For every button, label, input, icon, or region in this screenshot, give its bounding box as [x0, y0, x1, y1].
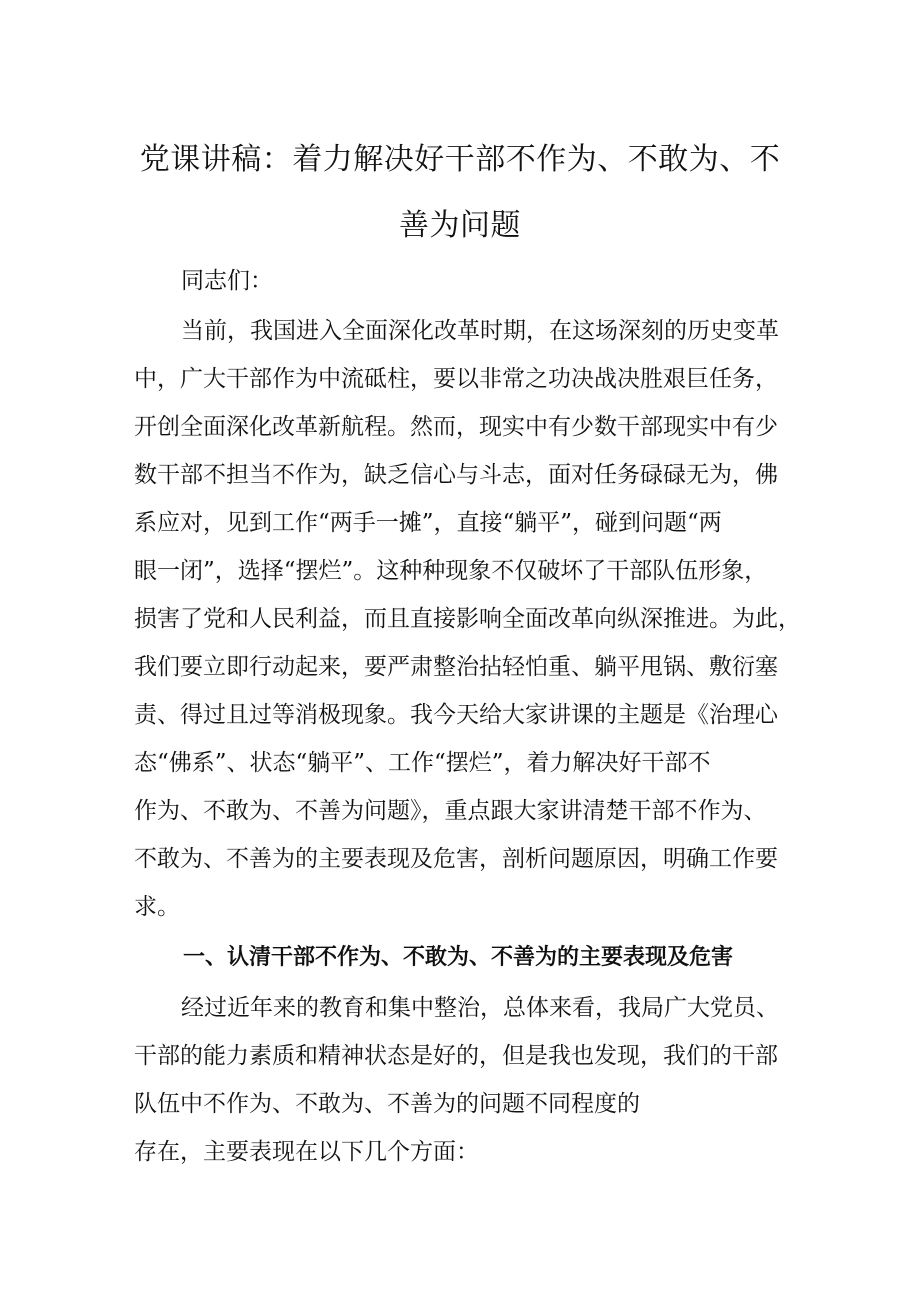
section-1-heading: 一、认清干部不作为、不敢为、不善为的主要表现及危害: [183, 945, 734, 970]
paragraph-1-line: 态“佛系”、状态“躺平”、工作“摆烂”，着力解决好干部不: [134, 750, 711, 776]
document-title-line-1: 党课讲稿：着力解决好干部不作为、不敢为、不: [139, 142, 781, 177]
paragraph-1-line: 当前，我国进入全面深化改革时期，在这场深刻的历史变革: [181, 318, 779, 344]
paragraph-1-line: 系应对，见到工作“两手一摊”，直接“躺平”，碰到问题“两: [134, 510, 722, 536]
paragraph-1-line: 我们要立即行动起来，要严肃整治拈轻怕重、躺平甩锅、敷衍塞: [134, 654, 778, 680]
paragraph-1-line: 眼一闭”，选择“摆烂”。这种种现象不仅破坏了干部队伍形象，: [134, 558, 768, 584]
paragraph-2-line: 队伍中不作为、不敢为、不善为的问题不同程度的: [134, 1091, 640, 1117]
document-title-line-2: 善为问题: [399, 208, 521, 243]
salutation: 同志们：: [181, 268, 273, 294]
paragraph-1-line: 求。: [134, 894, 180, 920]
paragraph-2-line: 经过近年来的教育和集中整治，总体来看，我局广大党员、: [181, 995, 779, 1021]
paragraph-1-line: 作为、不敢为、不善为问题》，重点跟大家讲清楚干部不作为、: [134, 798, 767, 824]
paragraph-1-line: 损害了党和人民利益，而且直接影响全面改革向纵深推进。为此，: [134, 606, 801, 632]
paragraph-1-line: 数干部不担当不作为，缺乏信心与斗志，面对任务碌碌无为，佛: [134, 462, 778, 488]
paragraph-2-line: 干部的能力素质和精神状态是好的，但是我也发现，我们的干部: [134, 1043, 778, 1069]
paragraph-2-line: 存在，主要表现在以下几个方面：: [134, 1139, 479, 1165]
paragraph-1-line: 开创全面深化改革新航程。然而，现实中有少数干部现实中有少: [134, 414, 778, 440]
paragraph-1-line: 责、得过且过等消极现象。我今天给大家讲课的主题是《治理心: [134, 702, 778, 728]
paragraph-1-line: 不敢为、不善为的主要表现及危害，剖析问题原因，明确工作要: [134, 846, 778, 872]
paragraph-1-line: 中，广大干部作为中流砥柱，要以非常之功决战决胜艰巨任务，: [134, 366, 778, 392]
